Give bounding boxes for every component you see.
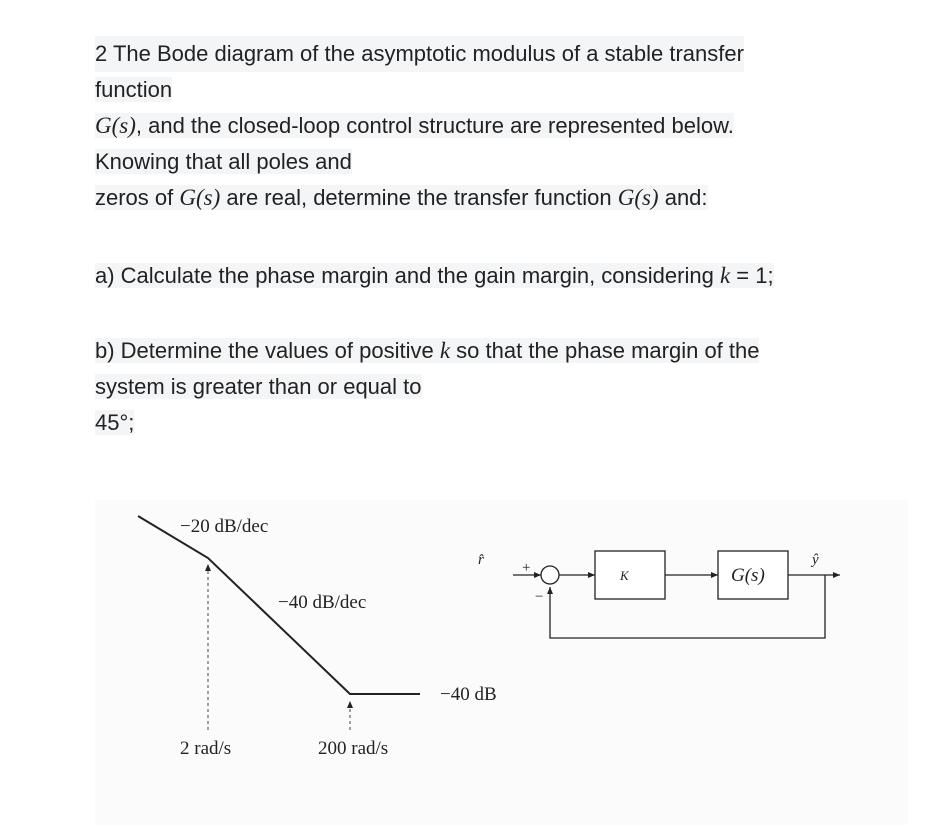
part-b-line-2: system is greater than or equal to bbox=[95, 374, 422, 399]
gain-block bbox=[595, 551, 665, 599]
plant-label: G(s) bbox=[731, 565, 765, 586]
freq1-label: 2 rad/s bbox=[180, 738, 232, 759]
question-part-a bbox=[95, 258, 774, 294]
k-symbol: k bbox=[439, 338, 451, 363]
slope2-label: −40 dB/dec bbox=[278, 592, 367, 613]
freq2-label: 200 rad/s bbox=[318, 738, 389, 759]
question-intro bbox=[95, 36, 744, 216]
plus-sign: + bbox=[522, 560, 531, 576]
gain-label: K bbox=[620, 568, 629, 583]
input-label: r̂ bbox=[478, 552, 484, 568]
part-b-line-1: b) Determine the values of positive k so that the phase margin of the bbox=[95, 338, 760, 363]
figure-svg bbox=[95, 500, 908, 825]
intro-line-5: zeros of G(s) are real, determine the transfer function G(s) and: bbox=[95, 185, 708, 210]
intro-line-4: Knowing that all poles and bbox=[95, 149, 352, 174]
intro-line-3: G(s), and the closed-loop control structure are represented below. bbox=[95, 113, 734, 138]
slope1-label: −20 dB/dec bbox=[180, 516, 269, 537]
question-part-b bbox=[95, 333, 759, 441]
k-symbol: k bbox=[719, 263, 731, 288]
intro-line-2: function bbox=[95, 77, 173, 102]
transfer-function-symbol: G(s) bbox=[617, 185, 659, 210]
transfer-function-symbol: G(s) bbox=[179, 185, 221, 210]
minus-sign: − bbox=[535, 589, 544, 605]
summing-junction bbox=[541, 566, 559, 584]
figure-panel bbox=[95, 500, 908, 825]
block-diagram bbox=[478, 551, 840, 638]
level-label: −40 dB bbox=[440, 684, 497, 705]
part-a-line: a) Calculate the phase margin and the gain margin, considering k = 1; bbox=[95, 263, 774, 288]
bode-plot bbox=[138, 516, 497, 759]
intro-line-1: 2 The Bode diagram of the asymptotic modulus of a stable transfer bbox=[95, 36, 744, 72]
output-label: ŷ bbox=[812, 552, 819, 568]
part-b-line-3: 45°; bbox=[95, 410, 135, 435]
transfer-function-symbol: G(s) bbox=[95, 113, 136, 138]
